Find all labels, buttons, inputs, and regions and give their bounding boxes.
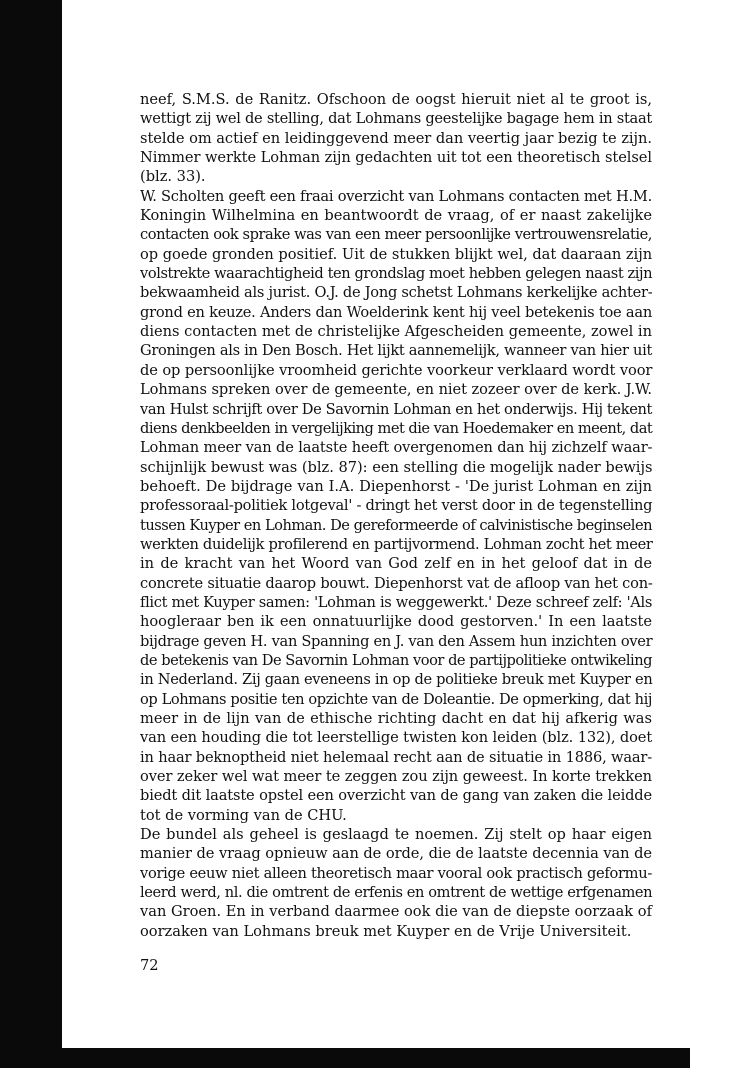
scan-bottom-border: [0, 1048, 690, 1068]
text-line: van Hulst schrijft over De Savornin Lohman en het onderwijs. Hij tekent: [140, 400, 653, 418]
text-line: de betekenis van De Savornin Lohman voor de partijpolitieke ontwikeling: [140, 651, 652, 669]
scan-left-border: [0, 0, 62, 1068]
text-line: stelde om actief en leidinggevend meer dan veertig jaar bezig te zijn.: [140, 129, 652, 147]
text-line: in de kracht van het Woord van God zelf en in het geloof dat in de: [140, 555, 652, 573]
text-line: wettigt zij wel de stelling, dat Lohmans geestelijke bagage hem in staat: [140, 110, 652, 128]
text-line: (blz. 33).: [140, 168, 206, 186]
text-line: flict met Kuyper samen: 'Lohman is weggewerkt.' Deze schreef zelf: 'Als: [140, 593, 652, 611]
page-number: 72: [140, 957, 159, 974]
text-line: oorzaken van Lohmans breuk met Kuyper en de Vrije Universiteit.: [140, 922, 632, 940]
text-line: neef, S.M.S. de Ranitz. Ofschoon de oogst hieruit niet al te groot is,: [140, 91, 652, 108]
text-line: biedt dit laatste opstel een overzicht van de gang van zaken die leidde: [140, 787, 652, 805]
text-line: contacten ook sprake was van een meer persoonlijke vertrouwensrelatie,: [140, 226, 652, 244]
text-line: grond en keuze. Anders dan Woelderink kent hij veel betekenis toe aan: [140, 303, 652, 321]
text-line: tussen Kuyper en Lohman. De gereformeerde of calvinistische beginselen: [140, 516, 652, 534]
text-line: over zeker wel wat meer te zeggen zou zijn geweest. In korte trekken: [140, 768, 652, 786]
text-line: Lohman meer van de laatste heeft overgenomen dan hij zichzelf waar-: [140, 439, 653, 457]
text-line: diens contacten met de christelijke Afgescheiden gemeente, zowel in: [140, 323, 652, 341]
text-line: volstrekte waarachtigheid ten grondslag moet hebben gelegen naast zijn: [140, 265, 653, 283]
text-line: manier de vraag opnieuw aan de orde, die de laatste decennia van de: [140, 845, 652, 863]
text-line: in haar beknoptheid niet helemaal recht aan de situatie in 1886, waar-: [140, 748, 652, 766]
text-line: concrete situatie daarop bouwt. Diepenhorst vat de afloop van het con-: [140, 574, 653, 592]
paragraph: [140, 187, 652, 825]
text-line: Koningin Wilhelmina en beantwoordt de vraag, of er naast zakelijke: [140, 207, 652, 225]
text-line: Groningen als in Den Bosch. Het lijkt aannemelijk, wanneer van hier uit: [140, 342, 652, 360]
text-line: van Groen. En in verband daarmee ook die van de diepste oorzaak of: [140, 903, 652, 921]
text-line: behoeft. De bijdrage van I.A. Diepenhorst - 'De jurist Lohman en zijn: [140, 477, 652, 495]
text-line: bekwaamheid als jurist. O.J. de Jong schetst Lohmans kerkelijke achter-: [140, 284, 653, 302]
text-line: op goede gronden positief. Uit de stukken blijkt wel, dat daaraan zijn: [140, 245, 653, 263]
text-line: Nimmer werkte Lohman zijn gedachten uit tot een theoretisch stelsel: [140, 149, 652, 167]
text-line: meer in de lijn van de ethische richting dacht en dat hij afkerig was: [140, 710, 652, 727]
text-line: schijnlijk bewust was (blz. 87): een stelling die mogelijk nader bewijs: [140, 458, 653, 476]
text-line: De bundel als geheel is geslaagd te noemen. Zij stelt op haar eigen: [140, 826, 652, 844]
text-line: W. Scholten geeft een fraai overzicht van Lohmans contacten met H.M.: [140, 187, 652, 205]
text-line: van een houding die tot leerstellige twisten kon leiden (blz. 132), doet: [140, 729, 653, 747]
text-line: Lohmans spreken over de gemeente, en niet zozeer over de kerk. J.W.: [140, 381, 652, 399]
text-line: professoraal-politiek lotgeval' - dringt het verst door in de tegenstelling: [140, 497, 653, 515]
text-line: bijdrage geven H. van Spanning en J. van den Assem hun inzichten over: [140, 632, 653, 650]
text-line: hoogleraar ben ik een onnatuurlijke dood gestorven.' In een laatste: [140, 613, 652, 631]
text-line: diens denkbeelden in vergelijking met die van Hoedemaker en meent, dat: [140, 419, 653, 437]
text-line: leerd werd, nl. die omtrent de erfenis en omtrent de wettige erfgenamen: [140, 884, 653, 902]
text-line: werkten duidelijk profilerend en partijvormend. Lohman zocht het meer: [140, 535, 653, 553]
text-line: in Nederland. Zij gaan eveneens in op de politieke breuk met Kuyper en: [140, 671, 653, 689]
paragraph: [140, 90, 652, 187]
text-line: de op persoonlijke vroomheid gerichte voorkeur verklaard wordt voor: [140, 361, 653, 379]
text-line: tot de vorming van de CHU.: [140, 806, 347, 824]
text-line: op Lohmans positie ten opzichte van de Doleantie. De opmerking, dat hij: [140, 690, 652, 708]
text-line: vorige eeuw niet alleen theoretisch maar vooral ook practisch geformu-: [140, 864, 652, 882]
paragraph: [140, 825, 652, 941]
page-body: [140, 90, 652, 941]
